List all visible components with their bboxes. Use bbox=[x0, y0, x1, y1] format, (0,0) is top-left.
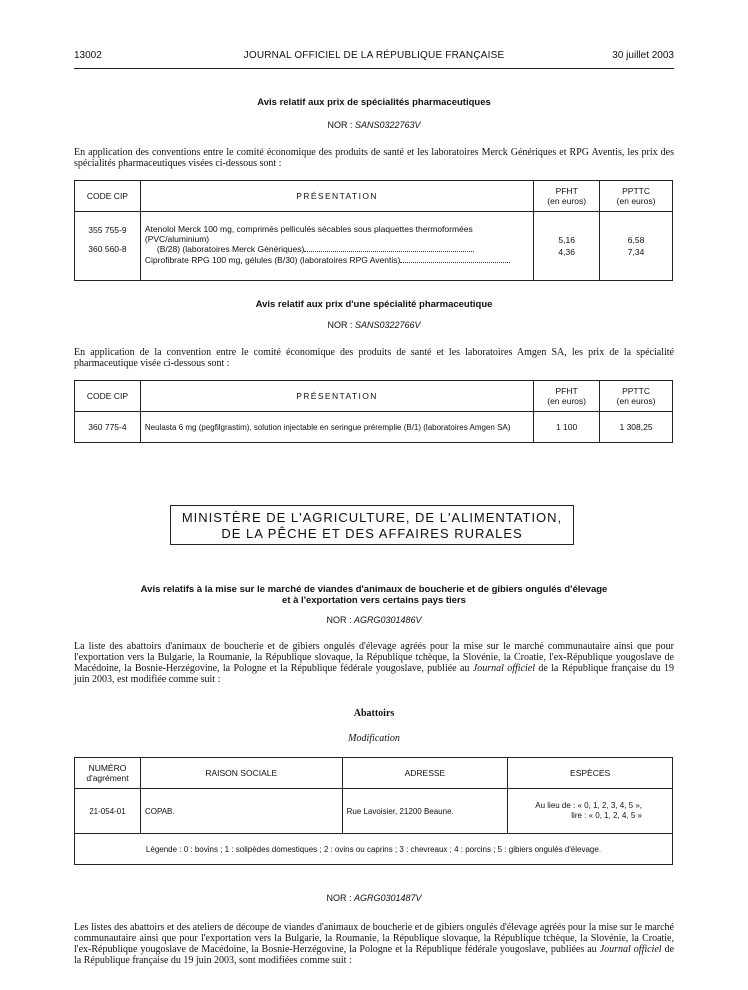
table-body-row bbox=[75, 789, 673, 834]
notice2-nor bbox=[74, 320, 674, 330]
pfht-cell: 5,16 4,36 bbox=[534, 212, 600, 281]
nor-label: NOR : bbox=[326, 893, 352, 903]
col-especes: ESPÈCES bbox=[508, 758, 673, 789]
page-number: 13002 bbox=[74, 50, 102, 61]
legend-row bbox=[75, 834, 673, 865]
col-pfht: PFHT (en euros) bbox=[534, 381, 600, 412]
ppttc-cell: 6,58 7,34 bbox=[600, 212, 673, 281]
notice1-title: Avis relatif aux prix de spécialités pharmaceutiques bbox=[257, 97, 491, 108]
abattoirs-table bbox=[74, 757, 673, 865]
section-subtitle: Abattoirs bbox=[353, 708, 395, 719]
col-pfht: PFHT (en euros) bbox=[534, 181, 600, 212]
header-rule bbox=[74, 68, 674, 69]
presentation-cell: Atenolol Merck 100 mg, comprimés pelliculés sécables sous plaquettes thermoformées (PVC/aluminium) (B/28) (laboratoires Merck Génériques) Ciprofibrate RPG 100 mg, gélules (B/30) (laboratoires RPG Aventis) bbox=[140, 212, 533, 281]
ministry-line-2: DE LA PÊCHE ET DES AFFAIRES RURALES bbox=[221, 526, 523, 541]
notice3-paragraph: La liste des abattoirs d'animaux de boucherie et de gibiers ongulés d'élevage agréés pour la mise sur le marché communautaire ainsi que pour l'exportation vers la Bulgarie, la Roumanie, la République slovaque, la République tchèque, la Slovénie, la Croatie, l'ex-République yougoslave de Macédoine, la Bosnie-Herzégovine, la Pologne et la République fédérale yougoslave, publiée au Journal officiel de la République française du 19 juin 2003, est modifiée comme suit : bbox=[74, 641, 674, 685]
nor-code: SANS0322763V bbox=[354, 120, 421, 130]
ministry-heading-box bbox=[170, 505, 574, 545]
numero-cell: 21-054-01 bbox=[75, 789, 141, 834]
col-adresse: ADRESSE bbox=[342, 758, 508, 789]
notice4-paragraph: Les listes des abattoirs et des ateliers de découpe de viandes d'animaux de boucherie et de gibiers ongulés d'élevage agréés pour la mise sur le marché communautaire ainsi que pour l'exportation vers la Bulgarie, la Roumanie, la République slovaque, la République tchèque, la Slovénie, la Croatie, l'ex-République yougoslave de Macédoine, la Bosnie-Herzégovine, la Pologne et la République fédérale yougoslave, publiées au Journal officiel de la République française du 19 juin 2003, sont modifiées comme suit : bbox=[74, 922, 675, 966]
notice1-paragraph: En application des conventions entre le comité économique des produits de santé et les laboratoires Merck Génériques et RPG Aventis, les prix des spécialités pharmaceutiques visées ci-dessous sont : bbox=[74, 147, 674, 169]
ministry-line-1: MINISTÈRE DE L'AGRICULTURE, DE L'ALIMENTATION, bbox=[181, 510, 563, 525]
code-cell: 355 755-9 360 560-8 bbox=[75, 212, 141, 281]
section-subsubtitle: Modification bbox=[348, 733, 400, 744]
nor-label: NOR : bbox=[326, 615, 352, 625]
adresse-cell: Rue Lavoisier, 21200 Beaune. bbox=[342, 789, 508, 834]
leader-dots bbox=[400, 262, 510, 263]
notice2-title: Avis relatif aux prix d'une spécialité pharmaceutique bbox=[255, 299, 493, 310]
table-body-row bbox=[75, 212, 673, 281]
page-header bbox=[74, 50, 674, 64]
presentation-cell: Neulasta 6 mg (pegfilgrastim), solution injectable en seringue préremplie (B/1) (laboratoires Amgen SA) bbox=[140, 412, 533, 443]
nor-code: SANS0322766V bbox=[354, 320, 421, 330]
col-raison-sociale: RAISON SOCIALE bbox=[140, 758, 342, 789]
nor-code: AGRG0301486V bbox=[353, 615, 422, 625]
table-body-row bbox=[75, 412, 673, 443]
pfht-cell: 1 100 bbox=[534, 412, 600, 443]
legend-cell: Légende : 0 : bovins ; 1 : solipèdes domestiques ; 2 : ovins ou caprins ; 3 : chevreaux ; 4 : porcins ; 5 : gibiers ongulés d'élevage. bbox=[75, 834, 673, 865]
col-numero: NUMÉRO d'agrément bbox=[75, 758, 141, 789]
col-presentation: PRÉSENTATION bbox=[140, 381, 533, 412]
col-presentation: PRÉSENTATION bbox=[140, 181, 533, 212]
raison-cell: COPAB. bbox=[140, 789, 342, 834]
table-header-row bbox=[75, 381, 673, 412]
notice3-nor bbox=[74, 615, 674, 625]
col-ppttc: PPTTC (en euros) bbox=[600, 381, 673, 412]
notice3-title: Avis relatifs à la mise sur le marché de viandes d'animaux de boucherie et de gibiers ongulés d'élevage et à l'exportation vers certains pays tiers bbox=[140, 584, 608, 606]
nor-label: NOR : bbox=[327, 320, 353, 330]
col-code-cip: CODE CIP bbox=[75, 181, 141, 212]
table-header-row bbox=[75, 758, 673, 789]
notice2-paragraph: En application de la convention entre le comité économique des produits de santé et les laboratoires Amgen SA, les prix de la spécialité pharmaceutique visée ci-dessous sont : bbox=[74, 347, 674, 369]
notice2-price-table bbox=[74, 380, 673, 443]
leader-dots bbox=[304, 251, 474, 252]
especes-cell: Au lieu de : « 0, 1, 2, 3, 4, 5 », lire : « 0, 1, 2, 4, 5 » bbox=[508, 789, 673, 834]
nor-code: AGRG0301487V bbox=[353, 893, 422, 903]
publication-date: 30 juillet 2003 bbox=[612, 50, 674, 61]
col-code-cip: CODE CIP bbox=[75, 381, 141, 412]
notice4-nor bbox=[74, 893, 674, 903]
table-header-row bbox=[75, 181, 673, 212]
nor-label: NOR : bbox=[327, 120, 353, 130]
notice1-nor bbox=[74, 120, 674, 130]
ppttc-cell: 1 308,25 bbox=[600, 412, 673, 443]
code-cell: 360 775-4 bbox=[75, 412, 141, 443]
notice1-price-table bbox=[74, 180, 673, 281]
col-ppttc: PPTTC (en euros) bbox=[600, 181, 673, 212]
journal-title: JOURNAL OFFICIEL DE LA RÉPUBLIQUE FRANÇAISE bbox=[243, 50, 505, 61]
